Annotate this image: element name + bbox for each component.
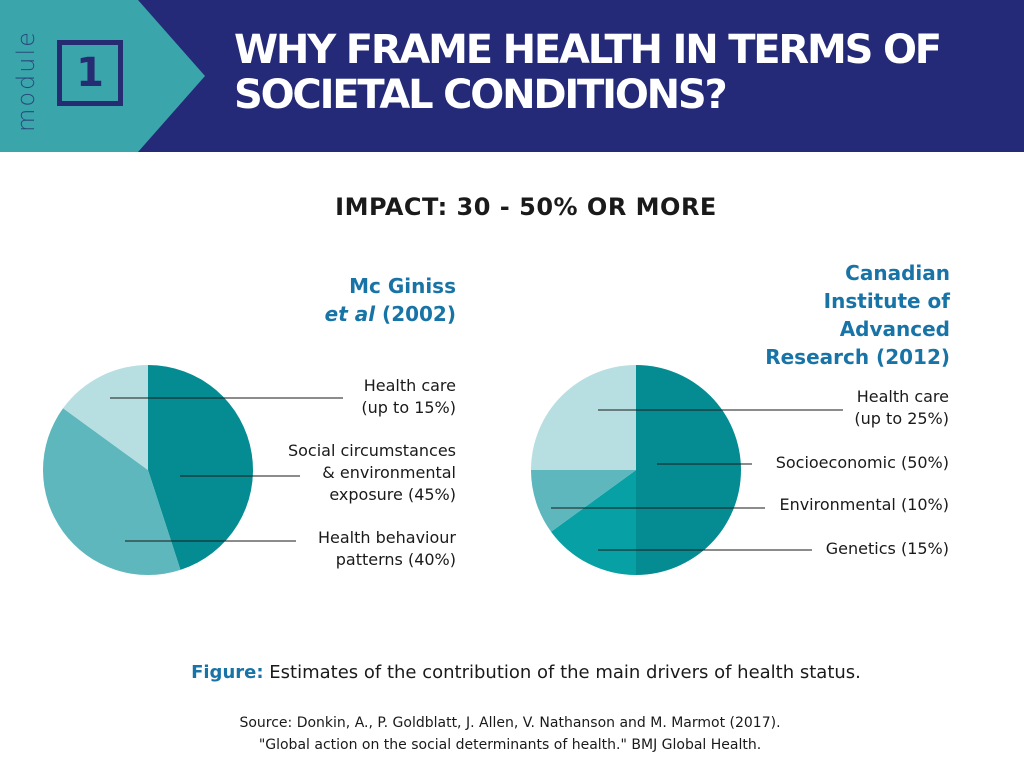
study-right-line-3: Advanced — [839, 317, 950, 341]
pie-1-slice-label-3 — [361, 375, 456, 419]
pie-2-slice-label-1-line-1: Socioeconomic (50%) — [775, 453, 949, 472]
study-right-line-1: Canadian — [845, 261, 950, 285]
pie-2-slice-label-4-line-2: (up to 25%) — [854, 409, 949, 428]
pie-2-slice-label-3-line-1: Environmental (10%) — [779, 495, 949, 514]
study-left-year: (2002) — [382, 302, 456, 326]
study-left-name: Mc Giniss — [349, 274, 456, 298]
impact-heading: IMPACT: 30 - 50% OR MORE — [335, 193, 717, 221]
figure-caption-text: Estimates of the contribution of the main drivers of health status. — [263, 662, 861, 683]
study-left-italic: et al — [324, 302, 376, 326]
pie-1-slice-label-1 — [288, 440, 456, 506]
figure-caption — [0, 662, 1024, 683]
pie-2-slice-4 — [531, 365, 636, 470]
study-right-line-4: Research (2012) — [765, 345, 950, 369]
pie-2-slice-label-1 — [776, 452, 949, 474]
pie-1-slice-label-1-line-3: exposure (45%) — [329, 485, 456, 504]
pie-2-slice-label-4 — [854, 386, 949, 430]
pie-1-slice-label-3-line-1: Health care — [363, 376, 456, 395]
pie-1-slice-label-2-line-2: patterns (40%) — [335, 550, 456, 569]
pie-2-slice-label-2 — [826, 538, 949, 560]
pie-2-slice-label-3 — [779, 494, 949, 516]
page-title-line-2: SOCIETAL CONDITIONS? — [234, 72, 726, 118]
pie-2-slice-label-4-line-1: Health care — [856, 387, 949, 406]
source-line-1: Source: Donkin, A., P. Goldblatt, J. Allen, V. Nathanson and M. Marmot (2017). — [239, 715, 781, 731]
study-right-line-2: Institute of — [823, 289, 950, 313]
pie-2-slice-1 — [636, 365, 741, 575]
pie-1-slice-label-2 — [318, 527, 456, 571]
figure-caption-label: Figure: — [191, 662, 264, 683]
pie-1-slice-label-1-line-1: Social circumstances — [287, 441, 456, 460]
module-number-badge: 1 — [57, 40, 123, 106]
pie-1-slice-label-1-line-2: & environmental — [322, 463, 456, 482]
source-citation — [0, 712, 1020, 756]
module-label: module — [12, 30, 40, 132]
page-title-line-1: WHY FRAME HEALTH IN TERMS OF — [234, 27, 940, 73]
source-line-2: "Global action on the social determinants of health." BMJ Global Health. — [258, 737, 762, 753]
pie-1-slice-label-2-line-1: Health behaviour — [318, 528, 456, 547]
pie-2-slice-label-2-line-1: Genetics (15%) — [825, 539, 949, 558]
pie-1-slice-label-3-line-2: (up to 15%) — [361, 398, 456, 417]
